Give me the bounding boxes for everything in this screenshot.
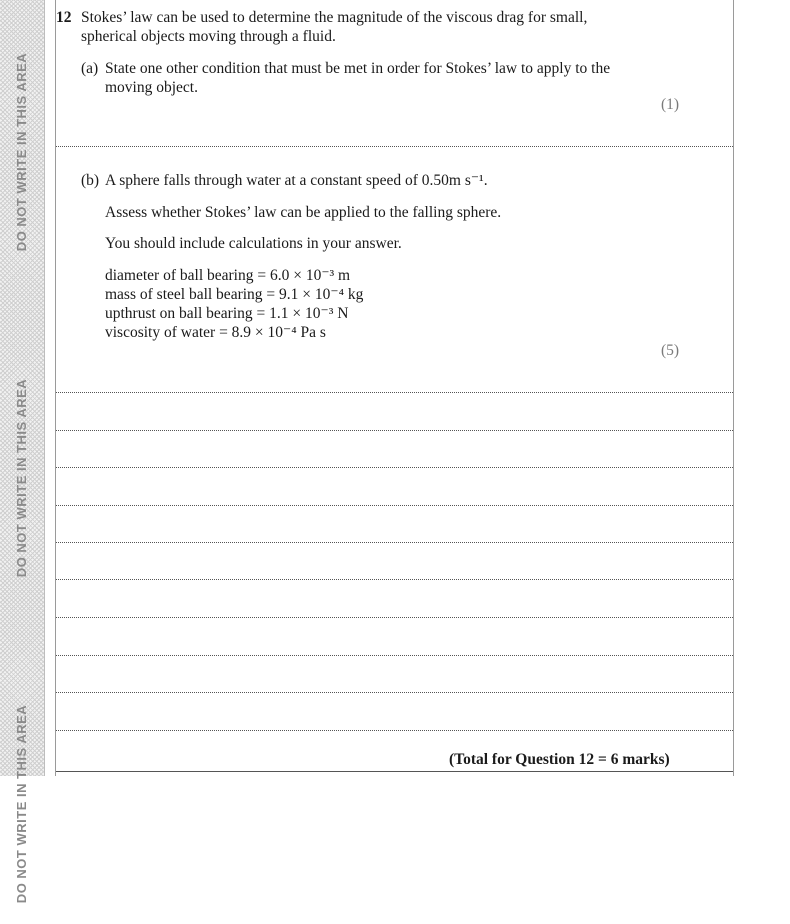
part-b-label: (b) [81, 172, 100, 189]
answer-line[interactable] [56, 692, 733, 693]
part-b-text: A sphere falls through water at a constant speed of 0.50m s⁻¹. [105, 172, 488, 189]
answer-line[interactable] [56, 617, 733, 618]
question-intro-line: Stokes’ law can be used to determine the magnitude of the viscous drag for small, [81, 9, 588, 26]
margin-label: DO NOT WRITE IN THIS AREA [14, 378, 29, 578]
answer-line[interactable] [56, 467, 733, 468]
answer-line[interactable] [56, 392, 733, 393]
part-a-text: State one other condition that must be met in order for Stokes’ law to apply to the [105, 60, 611, 77]
data-line: mass of steel ball bearing = 9.1 × 10⁻⁴ kg [105, 286, 364, 303]
data-line: diameter of ball bearing = 6.0 × 10⁻³ m [105, 267, 351, 284]
part-a-text: moving object. [105, 79, 198, 96]
data-line: viscosity of water = 8.9 × 10⁻⁴ Pa s [105, 324, 326, 341]
data-line: upthrust on ball bearing = 1.1 × 10⁻³ N [105, 305, 349, 322]
answer-line[interactable] [56, 505, 733, 506]
part-a-marks: (1) [661, 96, 680, 113]
divider [56, 771, 733, 772]
answer-line[interactable] [56, 730, 733, 731]
answer-line[interactable] [56, 655, 733, 656]
question-total: (Total for Question 12 = 6 marks) [449, 751, 670, 768]
part-b-text: Assess whether Stokes’ law can be applied to the falling sphere. [105, 204, 502, 221]
part-b-marks: (5) [661, 342, 680, 359]
margin-label: DO NOT WRITE IN THIS AREA [14, 704, 29, 904]
answer-line[interactable] [56, 430, 733, 431]
answer-line[interactable] [56, 579, 733, 580]
question-intro-line: spherical objects moving through a fluid. [81, 28, 336, 45]
do-not-write-margin [0, 0, 45, 904]
margin-label: DO NOT WRITE IN THIS AREA [14, 52, 29, 252]
exam-page [55, 0, 734, 776]
answer-line[interactable] [56, 542, 733, 543]
answer-line[interactable] [56, 146, 733, 147]
part-a-label: (a) [81, 60, 99, 77]
part-b-text: You should include calculations in your answer. [105, 235, 402, 252]
question-number: 12 [56, 9, 72, 26]
